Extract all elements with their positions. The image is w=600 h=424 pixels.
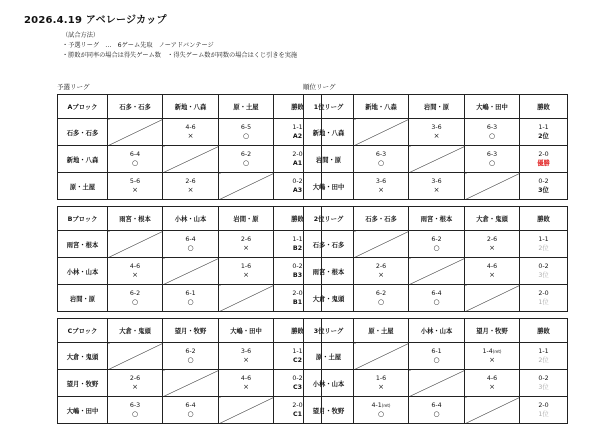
team-name: 大嶋・田中 — [58, 397, 108, 424]
rules-block — [62, 31, 297, 62]
table-corner-label: 2位リーグ — [304, 207, 354, 231]
self-match-diagonal — [354, 119, 409, 146]
match-result-cell — [163, 231, 219, 258]
match-result-cell — [354, 285, 409, 312]
win-loss-record: 0-2 — [292, 375, 303, 382]
record-cell — [520, 231, 568, 258]
team-name: 新地・八森 — [304, 119, 354, 146]
final-rank: 3位 — [538, 384, 549, 391]
final-rank: 2位 — [538, 357, 549, 364]
win-loss-mark: ○ — [377, 298, 385, 306]
win-loss-mark: × — [243, 271, 249, 279]
final-rank: 優勝 — [537, 160, 550, 167]
match-score: 6-4 — [431, 402, 442, 409]
rules-line-2: ・勝敗が同率の場合は得失ゲーム数 ・得失ゲーム数が同数の場合はくじ引きを実施 — [62, 52, 298, 60]
win-loss-mark: ○ — [131, 159, 139, 167]
win-loss-mark: ○ — [433, 410, 440, 418]
column-header: 小林・山本 — [163, 207, 219, 231]
match-result-cell — [409, 397, 465, 424]
win-loss-record: 1-1 — [292, 124, 303, 131]
match-result-cell — [465, 370, 520, 397]
match-result-cell — [163, 397, 219, 424]
match-score: 2-6 — [486, 236, 498, 243]
table-row — [304, 285, 568, 312]
column-header: 大倉・鬼頭 — [465, 207, 520, 231]
team-name: 望月・牧野 — [58, 370, 108, 397]
match-score: 6-3 — [375, 151, 387, 158]
win-loss-header: 勝敗 — [274, 319, 322, 343]
match-score: 2-6 — [185, 178, 196, 185]
win-loss-record: 2-0 — [538, 290, 549, 297]
match-score: 6-2 — [129, 290, 141, 297]
win-loss-mark: × — [378, 271, 384, 279]
record-cell — [520, 119, 568, 146]
table-corner-label: 1位リーグ — [304, 95, 354, 119]
table-row — [304, 231, 568, 258]
match-result-cell — [108, 370, 163, 397]
team-name: 原・土屋 — [304, 343, 354, 370]
match-result-cell — [108, 397, 163, 424]
match-result-cell — [163, 119, 219, 146]
match-score: 3-6 — [240, 348, 252, 355]
table-row — [304, 258, 568, 285]
preliminary-league-label: 予選リーグ — [57, 83, 90, 91]
win-loss-record: 0-2 — [538, 375, 549, 382]
win-loss-mark: ○ — [433, 244, 440, 252]
win-loss-record: 2-0 — [292, 402, 303, 409]
match-score: 2-6 — [375, 263, 387, 270]
final-rank: 2位 — [538, 133, 549, 140]
team-name: 大倉・鬼頭 — [304, 285, 354, 312]
match-result-cell — [409, 343, 465, 370]
match-result-cell — [219, 343, 274, 370]
column-header: 石多・石多 — [108, 95, 163, 119]
retired-note: (ret) — [381, 403, 391, 408]
win-loss-record: 2-0 — [292, 290, 303, 297]
win-loss-mark: × — [489, 271, 495, 279]
match-score: 1-6 — [240, 263, 252, 270]
win-loss-record: 0-2 — [292, 263, 303, 270]
self-match-diagonal — [219, 173, 274, 200]
win-loss-mark: ○ — [377, 159, 385, 167]
match-score: 5-6 — [129, 178, 141, 185]
block-standing: B3 — [292, 272, 303, 279]
team-name: 原・土屋 — [58, 173, 108, 200]
table-row — [304, 173, 568, 200]
block-standing: A3 — [292, 187, 303, 194]
self-match-diagonal — [163, 370, 219, 397]
match-score: 6-3 — [486, 151, 498, 158]
column-header: 新地・八森 — [354, 95, 409, 119]
win-loss-record: 2-0 — [292, 151, 303, 158]
column-header: 大嶋・田中 — [219, 319, 274, 343]
match-result-cell — [219, 370, 274, 397]
team-name: 石多・石多 — [304, 231, 354, 258]
match-score: 4-1(ret) — [371, 402, 391, 409]
match-score: 6-1 — [185, 290, 196, 297]
match-result-cell — [409, 285, 465, 312]
win-loss-mark: × — [187, 132, 194, 140]
match-score: 6-4 — [185, 236, 196, 243]
win-loss-mark: × — [378, 186, 384, 194]
win-loss-mark: ○ — [187, 410, 194, 418]
self-match-diagonal — [354, 231, 409, 258]
table-row — [58, 285, 322, 312]
team-name: 岩間・原 — [58, 285, 108, 312]
column-header: 原・土屋 — [354, 319, 409, 343]
win-loss-record: 1-1 — [538, 124, 549, 131]
self-match-diagonal — [465, 285, 520, 312]
column-header: 大嶋・田中 — [465, 95, 520, 119]
win-loss-mark: ○ — [377, 410, 385, 418]
win-loss-mark: ○ — [131, 410, 139, 418]
match-result-cell — [465, 146, 520, 173]
column-header: 小林・山本 — [409, 319, 465, 343]
match-result-cell — [465, 258, 520, 285]
match-result-cell — [108, 146, 163, 173]
table-row — [304, 343, 568, 370]
match-result-cell — [163, 285, 219, 312]
team-name: 望月・牧野 — [304, 397, 354, 424]
win-loss-record: 0-2 — [292, 178, 303, 185]
win-loss-mark: ○ — [242, 159, 250, 167]
self-match-diagonal — [108, 119, 163, 146]
win-loss-record: 0-2 — [538, 263, 549, 270]
match-result-cell — [409, 173, 465, 200]
table-row — [58, 370, 322, 397]
match-score: 6-1 — [431, 348, 442, 355]
win-loss-mark: ○ — [488, 132, 496, 140]
win-loss-mark: × — [132, 271, 138, 279]
team-name: 雨宮・根本 — [304, 258, 354, 285]
match-score: 4-6 — [486, 263, 498, 270]
table-row — [58, 173, 322, 200]
block-standing: B1 — [292, 299, 303, 306]
match-result-cell — [409, 231, 465, 258]
match-score: 2-6 — [240, 236, 252, 243]
match-score: 4-6 — [129, 263, 141, 270]
retired-note: (ret) — [492, 349, 502, 354]
column-header: 岩間・原 — [219, 207, 274, 231]
match-result-cell — [465, 119, 520, 146]
match-result-cell — [354, 173, 409, 200]
team-name: 岩間・原 — [304, 146, 354, 173]
final-rank: 2位 — [538, 245, 549, 252]
ranking-table-r1 — [303, 94, 568, 200]
match-score: 6-4 — [431, 290, 442, 297]
match-score: 6-2 — [431, 236, 442, 243]
win-loss-header: 勝敗 — [274, 207, 322, 231]
ranking-league-label: 順位リーグ — [303, 83, 336, 91]
match-score: 6-2 — [240, 151, 252, 158]
match-score: 6-4 — [185, 402, 196, 409]
match-score: 3-6 — [375, 178, 387, 185]
match-result-cell — [219, 258, 274, 285]
self-match-diagonal — [219, 397, 274, 424]
win-loss-mark: ○ — [187, 356, 194, 364]
team-name: 雨宮・根本 — [58, 231, 108, 258]
win-loss-record: 0-2 — [538, 178, 549, 185]
match-result-cell — [219, 119, 274, 146]
ranking-table-r3 — [303, 318, 568, 424]
match-result-cell — [219, 231, 274, 258]
record-cell — [520, 173, 568, 200]
match-score: 6-2 — [375, 290, 387, 297]
win-loss-mark: ○ — [433, 298, 440, 306]
self-match-diagonal — [409, 370, 465, 397]
block-standing: C1 — [292, 411, 302, 418]
match-score: 6-3 — [129, 402, 141, 409]
team-name: 小林・山本 — [304, 370, 354, 397]
win-loss-mark: × — [243, 356, 249, 364]
win-loss-record: 2-0 — [538, 402, 549, 409]
win-loss-mark: × — [132, 383, 138, 391]
match-score: 1-4(ret) — [482, 348, 502, 355]
team-name: 石多・石多 — [58, 119, 108, 146]
match-score: 4-6 — [185, 124, 196, 131]
self-match-diagonal — [354, 343, 409, 370]
column-header: 雨宮・根本 — [108, 207, 163, 231]
match-result-cell — [108, 285, 163, 312]
win-loss-mark: ○ — [187, 244, 194, 252]
block-table-b — [57, 206, 322, 312]
match-result-cell — [354, 370, 409, 397]
table-row — [58, 397, 322, 424]
win-loss-mark: × — [433, 132, 440, 140]
match-result-cell — [163, 173, 219, 200]
self-match-diagonal — [108, 231, 163, 258]
column-header: 新地・八森 — [163, 95, 219, 119]
team-name: 新地・八森 — [58, 146, 108, 173]
match-result-cell — [163, 343, 219, 370]
win-loss-mark: ○ — [433, 356, 440, 364]
team-name: 大嶋・田中 — [304, 173, 354, 200]
win-loss-mark: × — [489, 383, 495, 391]
win-loss-mark: × — [433, 186, 440, 194]
win-loss-mark: ○ — [242, 132, 250, 140]
record-cell — [520, 258, 568, 285]
block-standing: C2 — [292, 357, 302, 364]
self-match-diagonal — [465, 397, 520, 424]
win-loss-mark: × — [243, 244, 249, 252]
match-result-cell — [108, 173, 163, 200]
record-cell — [520, 146, 568, 173]
win-loss-record: 1-1 — [292, 236, 303, 243]
page-title: 2026.4.19 アベレージカップ — [24, 15, 167, 26]
table-row — [58, 258, 322, 285]
final-rank: 1位 — [538, 299, 549, 306]
table-corner-label: Aブロック — [58, 95, 108, 119]
win-loss-record: 1-1 — [538, 236, 549, 243]
column-header: 原・土屋 — [219, 95, 274, 119]
match-score: 3-6 — [431, 178, 442, 185]
win-loss-header: 勝敗 — [520, 319, 568, 343]
final-rank: 1位 — [538, 411, 549, 418]
self-match-diagonal — [163, 258, 219, 285]
record-cell — [520, 285, 568, 312]
table-row — [58, 146, 322, 173]
final-rank: 3位 — [538, 272, 549, 279]
rules-heading: （試合方法） — [62, 32, 100, 39]
match-result-cell — [219, 146, 274, 173]
table-row — [58, 231, 322, 258]
match-score: 6-2 — [185, 348, 196, 355]
table-row — [304, 370, 568, 397]
self-match-diagonal — [163, 146, 219, 173]
win-loss-mark: × — [243, 383, 249, 391]
block-standing: B2 — [292, 245, 303, 252]
win-loss-record: 1-1 — [292, 348, 303, 355]
table-row — [304, 119, 568, 146]
column-header: 望月・牧野 — [465, 319, 520, 343]
match-result-cell — [465, 343, 520, 370]
match-result-cell — [354, 146, 409, 173]
table-row — [58, 119, 322, 146]
win-loss-header: 勝敗 — [274, 95, 322, 119]
record-cell — [520, 343, 568, 370]
table-row — [304, 146, 568, 173]
record-cell — [520, 397, 568, 424]
self-match-diagonal — [409, 146, 465, 173]
win-loss-mark: ○ — [131, 298, 139, 306]
team-name: 大倉・鬼頭 — [58, 343, 108, 370]
block-standing: A2 — [292, 133, 303, 140]
self-match-diagonal — [108, 343, 163, 370]
match-result-cell — [108, 258, 163, 285]
column-header: 雨宮・根本 — [409, 207, 465, 231]
block-table-c — [57, 318, 322, 424]
block-standing: A1 — [292, 160, 303, 167]
table-corner-label: 3位リーグ — [304, 319, 354, 343]
column-header: 岩間・原 — [409, 95, 465, 119]
table-corner-label: Bブロック — [58, 207, 108, 231]
block-standing: C3 — [292, 384, 302, 391]
win-loss-mark: × — [378, 383, 384, 391]
win-loss-mark: ○ — [488, 159, 496, 167]
column-header: 大倉・鬼頭 — [108, 319, 163, 343]
self-match-diagonal — [409, 258, 465, 285]
win-loss-mark: × — [187, 186, 194, 194]
match-score: 4-6 — [240, 375, 252, 382]
win-loss-record: 1-1 — [538, 348, 549, 355]
win-loss-mark: × — [132, 186, 138, 194]
match-result-cell — [409, 119, 465, 146]
table-row — [58, 343, 322, 370]
match-score: 1-6 — [375, 375, 387, 382]
ranking-table-r2 — [303, 206, 568, 312]
win-loss-mark: × — [489, 244, 495, 252]
team-name: 小林・山本 — [58, 258, 108, 285]
match-result-cell — [465, 231, 520, 258]
column-header: 石多・石多 — [354, 207, 409, 231]
table-corner-label: Cブロック — [58, 319, 108, 343]
match-score: 6-4 — [129, 151, 141, 158]
self-match-diagonal — [219, 285, 274, 312]
win-loss-header: 勝敗 — [520, 95, 568, 119]
match-score: 4-6 — [486, 375, 498, 382]
win-loss-record: 2-0 — [538, 151, 549, 158]
win-loss-mark: × — [489, 356, 495, 364]
win-loss-mark: ○ — [187, 298, 194, 306]
table-row — [304, 397, 568, 424]
match-result-cell — [354, 258, 409, 285]
match-score: 6-5 — [240, 124, 252, 131]
match-score: 6-3 — [486, 124, 498, 131]
rules-line-1: ・予選リーグ … 6ゲーム先取 ノーアドバンテージ — [62, 42, 214, 50]
column-header: 望月・牧野 — [163, 319, 219, 343]
win-loss-header: 勝敗 — [520, 207, 568, 231]
record-cell — [520, 370, 568, 397]
block-table-a — [57, 94, 322, 200]
match-score: 2-6 — [129, 375, 141, 382]
match-score: 3-6 — [431, 124, 442, 131]
match-result-cell — [354, 397, 409, 424]
self-match-diagonal — [465, 173, 520, 200]
final-rank: 3位 — [538, 187, 549, 194]
